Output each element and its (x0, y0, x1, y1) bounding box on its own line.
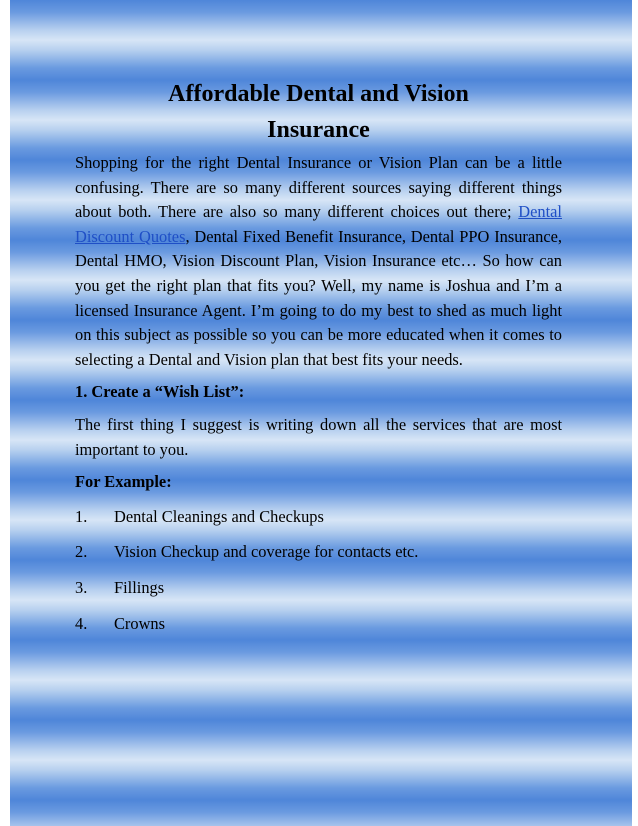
list-item-number: 1. (75, 506, 88, 526)
intro-text-after-link: , Dental Fixed Benefit Insurance, Dental PPO Insurance, Dental HMO, Vision Discount Plan, Vision Insurance etc… So how can you get the right plan that fits you? Well, my name is Joshua and I’m a licensed Insurance Agent. I’m going to do my best to shed as much light on this subject as possible so you can be more educated when it comes to selecting a Dental and Vision plan that best fits your needs. (75, 226, 562, 369)
list-item (75, 612, 562, 637)
list-item-text: Dental Cleanings and Checkups (114, 506, 324, 526)
list-item-number: 3. (75, 577, 88, 597)
list-item (75, 540, 562, 565)
example-list (75, 505, 562, 636)
document-content (75, 76, 562, 636)
list-item-text: Crowns (114, 613, 165, 633)
list-item (75, 576, 562, 601)
intro-text-before-link: Shopping for the right Dental Insurance or Vision Plan can be a little confusing. There are so many different sources saying different things about both. There are also so many different choices out there; (75, 153, 562, 222)
list-item-number: 4. (75, 613, 88, 633)
dental-discount-quotes-link[interactable]: Dental Discount Quotes (75, 202, 562, 246)
list-item-number: 2. (75, 542, 88, 562)
intro-paragraph (75, 151, 562, 372)
section-heading-wish-list: 1. Create a “Wish List”: (75, 382, 245, 402)
example-heading: For Example: (75, 472, 172, 492)
list-item (75, 505, 562, 530)
list-item-text: Vision Checkup and coverage for contacts etc. (114, 542, 419, 562)
list-item-text: Fillings (114, 577, 165, 597)
wish-list-paragraph: The first thing I suggest is writing down all the services that are most important to you. (75, 414, 562, 459)
page-title: Affordable Dental and Vision Insurance (168, 81, 469, 143)
